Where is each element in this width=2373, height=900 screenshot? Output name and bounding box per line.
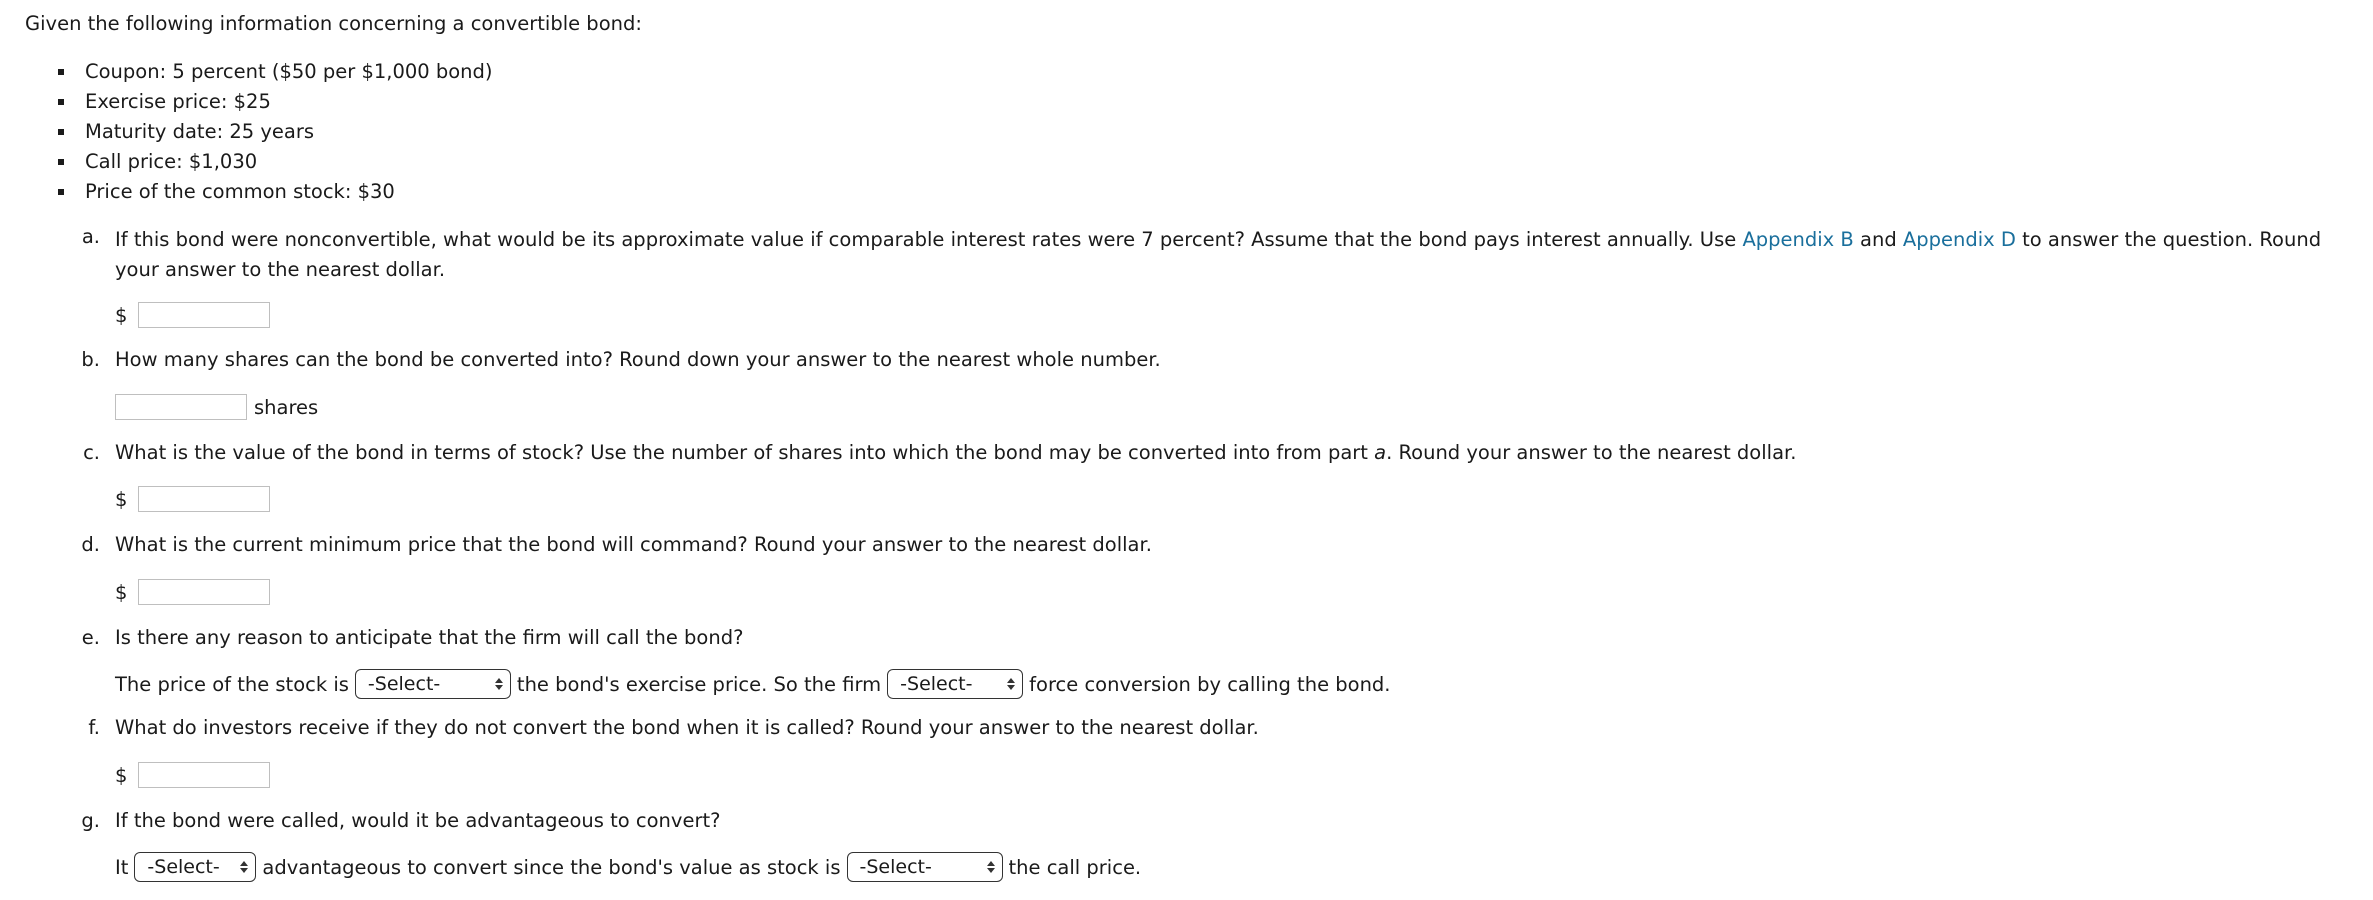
bullet-exercise-price: Exercise price: $25 xyxy=(0,87,493,117)
answer-b-row xyxy=(115,394,318,420)
answer-e-text-1: The price of the stock is xyxy=(115,672,349,696)
answer-d-input[interactable] xyxy=(138,579,270,605)
intro-text: Given the following information concerning a convertible bond: xyxy=(25,12,642,35)
answer-e-text-2: the bond's exercise price. So the firm xyxy=(516,672,882,696)
answer-g-select-1[interactable] xyxy=(134,852,256,882)
answer-g-text-3: the call price. xyxy=(1008,855,1142,879)
bond-info-list xyxy=(0,57,493,207)
answer-e-select-2-value: -Select- xyxy=(900,673,973,695)
question-f-label: f. xyxy=(88,716,100,739)
question-b-text: How many shares can the bond be converted into? Round down your answer to the nearest whole number. xyxy=(115,348,1161,371)
question-a-text-3: to answer the question. Round your answer to the nearest dollar. xyxy=(115,228,2322,281)
select-arrows-icon xyxy=(1007,678,1015,690)
answer-g-select-2-value: -Select- xyxy=(859,856,932,878)
answer-c-row xyxy=(115,486,270,512)
question-c-text-2: . Round your answer to the nearest dollar. xyxy=(1386,441,1797,464)
answer-e-text-3: force conversion by calling the bond. xyxy=(1029,672,1391,696)
answer-a-currency: $ xyxy=(115,303,128,327)
answer-g-row xyxy=(115,852,1141,882)
question-a-text-1: If this bond were nonconvertible, what would be its approximate value if comparable interest rates were 7 percent? Assume that the bond pays interest annually. Use xyxy=(115,228,1743,251)
question-a-text xyxy=(115,225,2355,285)
question-g-label: g. xyxy=(81,809,100,832)
question-d-text: What is the current minimum price that the bond will command? Round your answer to the nearest dollar. xyxy=(115,533,1152,556)
answer-g-select-1-value: -Select- xyxy=(147,856,220,878)
answer-f-input[interactable] xyxy=(138,762,270,788)
answer-f-row xyxy=(115,762,270,788)
bullet-call-price: Call price: $1,030 xyxy=(0,147,493,177)
question-e-label: e. xyxy=(81,626,100,649)
question-e-text: Is there any reason to anticipate that the firm will call the bond? xyxy=(115,626,744,649)
answer-d-row xyxy=(115,579,270,605)
question-a-label: a. xyxy=(81,225,100,248)
bullet-stock-price: Price of the common stock: $30 xyxy=(0,177,493,207)
select-arrows-icon xyxy=(240,861,248,873)
select-arrows-icon xyxy=(987,861,995,873)
question-d-label: d. xyxy=(81,533,100,556)
answer-e-select-1[interactable] xyxy=(355,669,511,699)
answer-a-input[interactable] xyxy=(138,302,270,328)
answer-e-select-2[interactable] xyxy=(887,669,1023,699)
answer-g-text-2: advantageous to convert since the bond's value as stock is xyxy=(262,855,841,879)
answer-e-select-1-value: -Select- xyxy=(367,673,441,695)
answer-c-currency: $ xyxy=(115,487,128,511)
question-c-part-ref: a xyxy=(1374,441,1387,464)
answer-c-input[interactable] xyxy=(138,486,270,512)
bullet-coupon: Coupon: 5 percent ($50 per $1,000 bond) xyxy=(0,57,493,87)
question-g-text: If the bond were called, would it be advantageous to convert? xyxy=(115,809,721,832)
question-a-text-2: and xyxy=(1853,228,1903,251)
appendix-b-link[interactable]: Appendix B xyxy=(1742,228,1854,251)
answer-a-row xyxy=(115,302,270,328)
appendix-d-link[interactable]: Appendix D xyxy=(1902,228,2016,251)
select-arrows-icon xyxy=(495,678,503,690)
answer-b-unit: shares xyxy=(254,395,319,419)
answer-f-currency: $ xyxy=(115,763,128,787)
question-b-label: b. xyxy=(81,348,100,371)
answer-d-currency: $ xyxy=(115,580,128,604)
answer-g-text-1: It xyxy=(115,855,129,879)
answer-b-input[interactable] xyxy=(115,394,247,420)
answer-g-select-2[interactable] xyxy=(847,852,1003,882)
question-c-text xyxy=(115,441,1796,464)
question-f-text: What do investors receive if they do not convert the bond when it is called? Round your answer to the nearest dollar. xyxy=(115,716,1259,739)
answer-e-row xyxy=(115,669,1391,699)
bullet-maturity: Maturity date: 25 years xyxy=(0,117,493,147)
question-c-label: c. xyxy=(83,441,100,464)
question-c-text-1: What is the value of the bond in terms of stock? Use the number of shares into which the bond may be converted into from part xyxy=(115,441,1375,464)
